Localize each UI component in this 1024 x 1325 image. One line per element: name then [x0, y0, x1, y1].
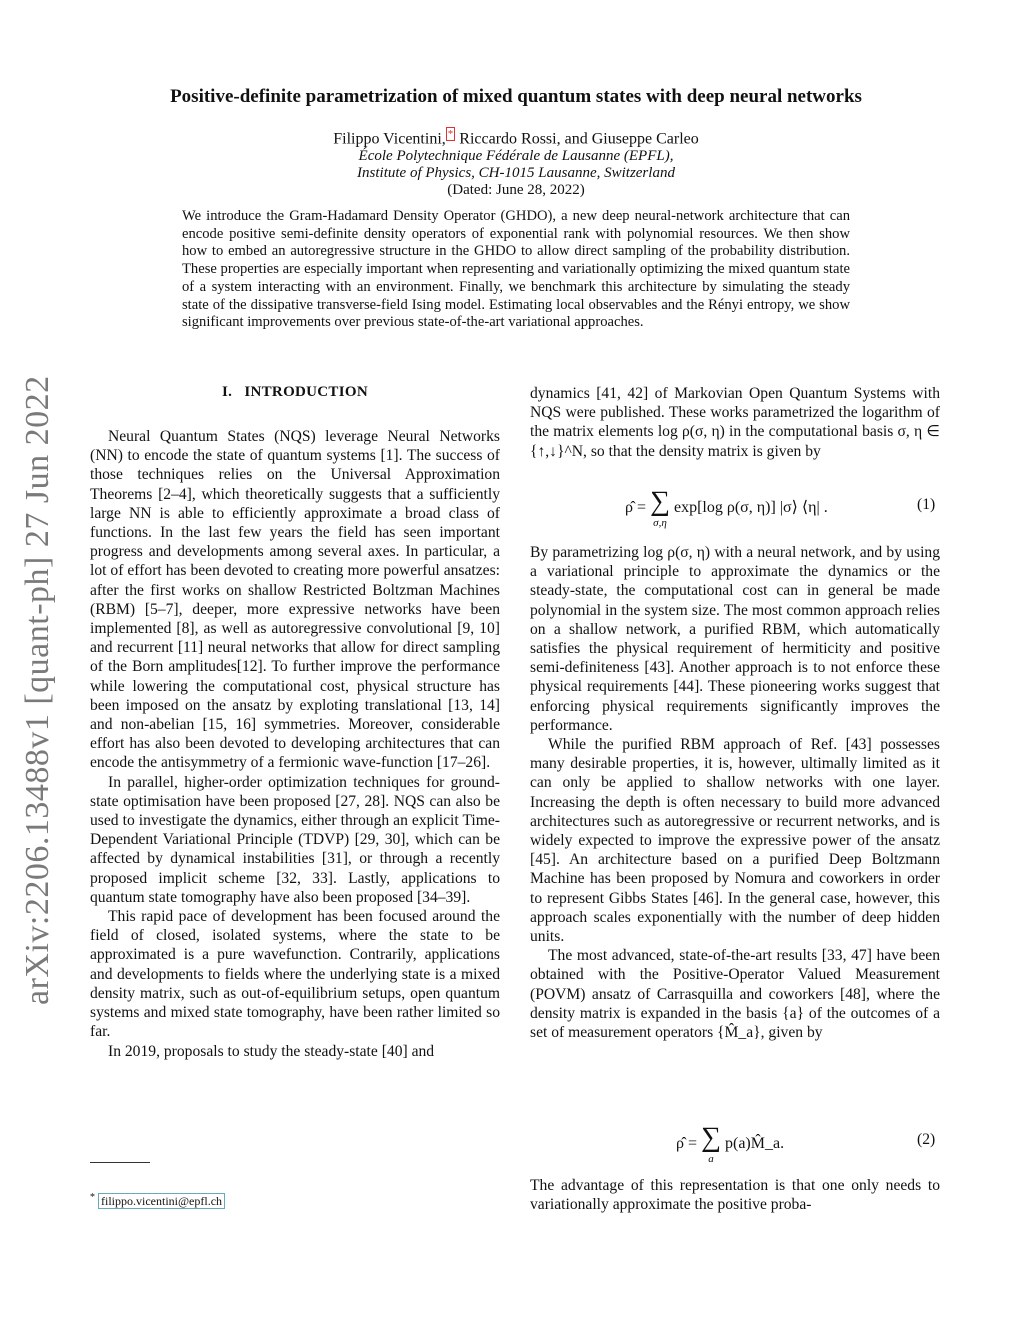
paragraph: While the purified RBM approach of Ref. [43] possesses many desirable properties, it is, however, ultimally limited as it can only be applied to shallow networks with one layer. Increasing the depth is often necessary to build more advanced architectures such as autoregressive or recurrent networks, and is widely expected to improve the expressive power of the ansatz [45]. An architecture based on a purified Deep Boltzmann Machine has been proposed by Nomura and coworkers in order to represent Gibbs States [46]. In the general case, however, this approach scales exponentially with the number of deep hidden units.	[530, 736, 940, 946]
section-number: I.	[222, 384, 233, 400]
email-link[interactable]: filippo.vicentini@epfl.ch	[98, 1193, 225, 1209]
paragraph: In 2019, proposals to study the steady-state [40] and	[108, 1042, 435, 1060]
footnote-divider	[90, 1162, 150, 1163]
author-rest: Riccardo Rossi, and Giuseppe Carleo	[455, 130, 699, 148]
eq2-body: p(a)M̂_a.	[724, 1135, 785, 1153]
arxiv-stamp[interactable]: arXiv:2206.13488v1 [quant-ph] 27 Jun 2022	[19, 375, 56, 1005]
paragraph: By parametrizing log ρ(σ, η) with a neural network, and by using a variational principle to approximate the dynamics or the steady-state, the computational cost can in general be made polynomial in the system size. The most common approach relies on a shallow network, a purified RBM, which automatically satisfies the physical requirement of hermiticity and positive semi-definiteness [43]. Another approach is to not enforce these physical requirements [44]. These pioneering works suggest that enforcing physical requirements significantly improves the performance.	[530, 544, 940, 734]
affiliation-line-1: École Polytechnique Fédérale de Lausanne (EPFL),	[358, 148, 674, 164]
right-column-top	[530, 384, 940, 461]
eq1-body: exp[log ρ(σ, η)] |σ⟩ ⟨η| .	[673, 499, 828, 517]
paragraph: dynamics [41, 42] of Markovian Open Quantum Systems with NQS were published. These works parametrized the logarithm of the matrix elements log ρ(σ, η) in the computational basis σ, η ∈ {↑,↓}^N, so that the density matrix is given by	[530, 385, 940, 460]
right-column-bottom	[530, 1176, 940, 1214]
dated-line: (Dated: June 28, 2022)	[447, 182, 585, 198]
left-column	[90, 427, 500, 1061]
paragraph: Neural Quantum States (NQS) leverage Neural Networks (NN) to encode the state of quantum systems [1]. The success of those techniques relies on the Universal Approximation Theorems [2–4], which theoretically suggests that a sufficiently large NN is able to efficiently approximate a broad class of functions. In the last few years the field has seen important progress and developments among several axes. In particular, a lot of effort has been devoted to creating more powerful ansatzes: after the first works on shallow Restricted Boltzman Machines (RBM) [5–7], deeper, more expressive networks have been implemented [8], as well as autoregressive convolutional [9, 10] and recurrent [11] neural networks that allow for direct sampling of the Born amplitudes[12]. To further improve the performance while lowering the computational cost, physical structure has been imposed on the ansatz by exploting translational [13, 14] and non-abelian [15, 16] symmetries. Moreover, considerable effort has also been devoted to developing architectures that can encode the antisymmetry of a fermionic wave-function [17–26].	[90, 428, 500, 772]
right-column-middle	[530, 543, 940, 1042]
section-title: INTRODUCTION	[244, 384, 368, 400]
footnote-mark: *	[90, 1192, 95, 1203]
equation-2	[676, 1124, 784, 1165]
section-heading	[90, 384, 500, 401]
equation-1-number: (1)	[917, 496, 936, 513]
eq1-lhs: ρ̂ =	[625, 499, 647, 517]
footnote-mark-link[interactable]: *	[447, 128, 454, 140]
equation-1	[625, 488, 828, 529]
author-list	[60, 129, 972, 148]
eq1-sum-sub: σ,η	[653, 517, 667, 529]
paragraph: In parallel, higher-order optimization techniques for ground-state optimisation have been proposed [27, 28]. NQS can also be used to investigate the dynamics, either through an explicit Time-Dependent Variational Principle (TDVP) [29, 30], which can be affected by dynamical instabilities [31], or through a recently proposed implicit scheme [32, 33]. Lastly, applications to quantum state tomography have also been proposed [34–39].	[90, 773, 500, 906]
eq2-lhs: ρ̂ =	[676, 1135, 698, 1153]
paragraph: The most advanced, state-of-the-art results [33, 47] have been obtained with the Positive-Operator Valued Measurement (POVM) ansatz of Carrasquilla and coworkers [48], where the density matrix is expanded in the basis {a} of the outcomes of a set of measurement operators {M̂_a}, given by	[530, 947, 940, 1042]
sum-symbol: ∑ σ,η	[650, 486, 670, 529]
abstract: We introduce the Gram-Hadamard Density Operator (GHDO), a new deep neural-network architecture that can encode positive semi-definite density operators of exponential rank with polynomial resources. We then show how to embed an autoregressive structure in the GHDO to allow direct sampling of the probability distribution. These properties are especially important when representing and variationally optimizing the mixed quantum state of a system interacting with an environment. Finally, we benchmark this architecture by simulating the steady state of the dissipative transverse-field Ising model. Estimating local observables and the Rényi entropy, we show significant improvements over previous state-of-the-art variational approaches.	[182, 208, 850, 331]
sum-symbol: ∑ a	[701, 1122, 721, 1165]
paragraph: This rapid pace of development has been focused around the field of closed, isolated systems, where the state to be approximated is a pure wavefunction. Contrarily, applications and developments to fields where the underlying state is a mixed density matrix, such as out-of-equilibrium setups, open quantum systems and mixed state tomography, have been rather limited so far.	[90, 908, 500, 1041]
paper-title: Positive-definite parametrization of mixed quantum states with deep neural networks	[170, 86, 862, 107]
affiliation-line-2: Institute of Physics, CH-1015 Lausanne, Switzerland	[357, 165, 675, 181]
paragraph: The advantage of this representation is that one only needs to variationally approximate the positive proba-	[530, 1177, 940, 1214]
author-first[interactable]: Filippo Vicentini,	[333, 130, 446, 148]
footnote	[90, 1192, 225, 1209]
eq2-sum-sub: a	[708, 1153, 714, 1165]
equation-2-number: (2)	[917, 1131, 936, 1148]
